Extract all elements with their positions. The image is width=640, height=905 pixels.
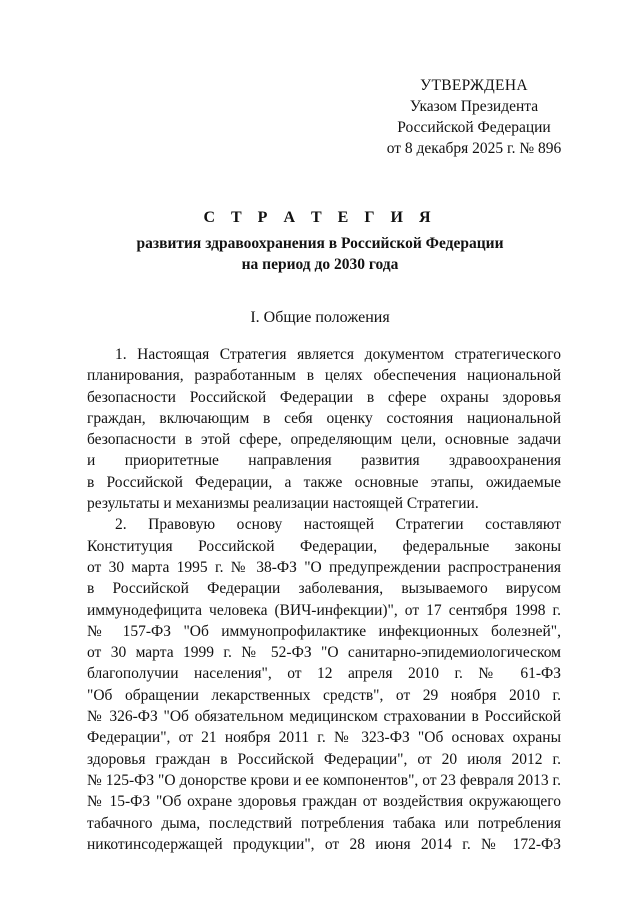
body-line: здоровья граждан в Российской Федерации", от 20 июля 2012 г. [87, 750, 561, 768]
body-line: от 30 марта 1995 г. № 38-ФЗ "О предупреждении распространения [87, 558, 561, 576]
body-line: № 326-ФЗ "Об обязательном медицинском страховании в Российской [87, 708, 561, 726]
body-line: и приоритетные направления развития здравоохранения [87, 452, 561, 470]
body-line: иммунодефицита человека (ВИЧ-инфекции)", от 17 сентября 1998 г. [87, 601, 561, 619]
body-text [87, 344, 561, 855]
body-line: № 157-ФЗ "Об иммунопрофилактике инфекционных болезней", [87, 622, 561, 640]
subtitle-line-2: на период до 2030 года [241, 256, 399, 273]
document-subtitle [0, 233, 640, 275]
section-heading: I. Общие положения [250, 309, 390, 326]
document-title: С Т Р А Т Е Г И Я [203, 209, 437, 226]
title-block [0, 207, 640, 275]
approval-line-2: Российской Федерации [397, 119, 551, 136]
body-line: Конституция Российской Федерации, федеральные законы [87, 537, 561, 555]
body-line: № 125-ФЗ "О донорстве крови и ее компонентов", от 23 февраля 2013 г. [87, 771, 561, 789]
body-line: безопасности Российской Федерации в сфере охраны здоровья [87, 388, 561, 406]
body-line: от 30 марта 1999 г. № 52-ФЗ "О санитарно-эпидемиологическом [87, 644, 561, 662]
body-line: безопасности в этой сфере, определяющим цели, основные задачи [87, 431, 561, 449]
body-line: табачного дыма, последствий потребления табака или потребления [87, 814, 561, 832]
body-line: № 15-ФЗ "Об охране здоровья граждан от воздействия окружающего [87, 793, 561, 811]
body-line: в Российской Федерации заболевания, вызываемого вирусом [87, 580, 561, 598]
body-line: 1. Настоящая Стратегия является документом стратегического [115, 346, 561, 363]
body-line: 2. Правовую основу настоящей Стратегии составляют [115, 516, 561, 534]
body-line: граждан, включающим в себя оценку состояния национальной [87, 409, 561, 427]
body-line: "Об обращении лекарственных средств", от 29 ноября 2010 г. [87, 686, 561, 704]
body-line: благополучии населения", от 12 апреля 2010 г. № 61-ФЗ [87, 665, 561, 683]
body-line: планирования, разработанным в целях обеспечения национальной [87, 367, 561, 385]
body-line: никотинсодержащей продукции", от 28 июня 2014 г. № 172-ФЗ [87, 835, 561, 853]
approval-line-1: Указом Президента [409, 98, 539, 115]
approval-line-3: от 8 декабря 2025 г. № 896 [386, 140, 562, 157]
body-line: в Российской Федерации, а также основные этапы, ожидаемые [87, 473, 561, 491]
body-line: результаты и механизмы реализации настоящей Стратегии. [87, 495, 479, 513]
subtitle-line-1: развития здравоохранения в Российской Федерации [136, 235, 504, 252]
body-line: Федерации", от 21 ноября 2011 г. № 323-ФЗ "Об основах охраны [87, 729, 561, 747]
approval-stamp [374, 75, 574, 159]
approval-heading: УТВЕРЖДЕНА [420, 77, 528, 94]
